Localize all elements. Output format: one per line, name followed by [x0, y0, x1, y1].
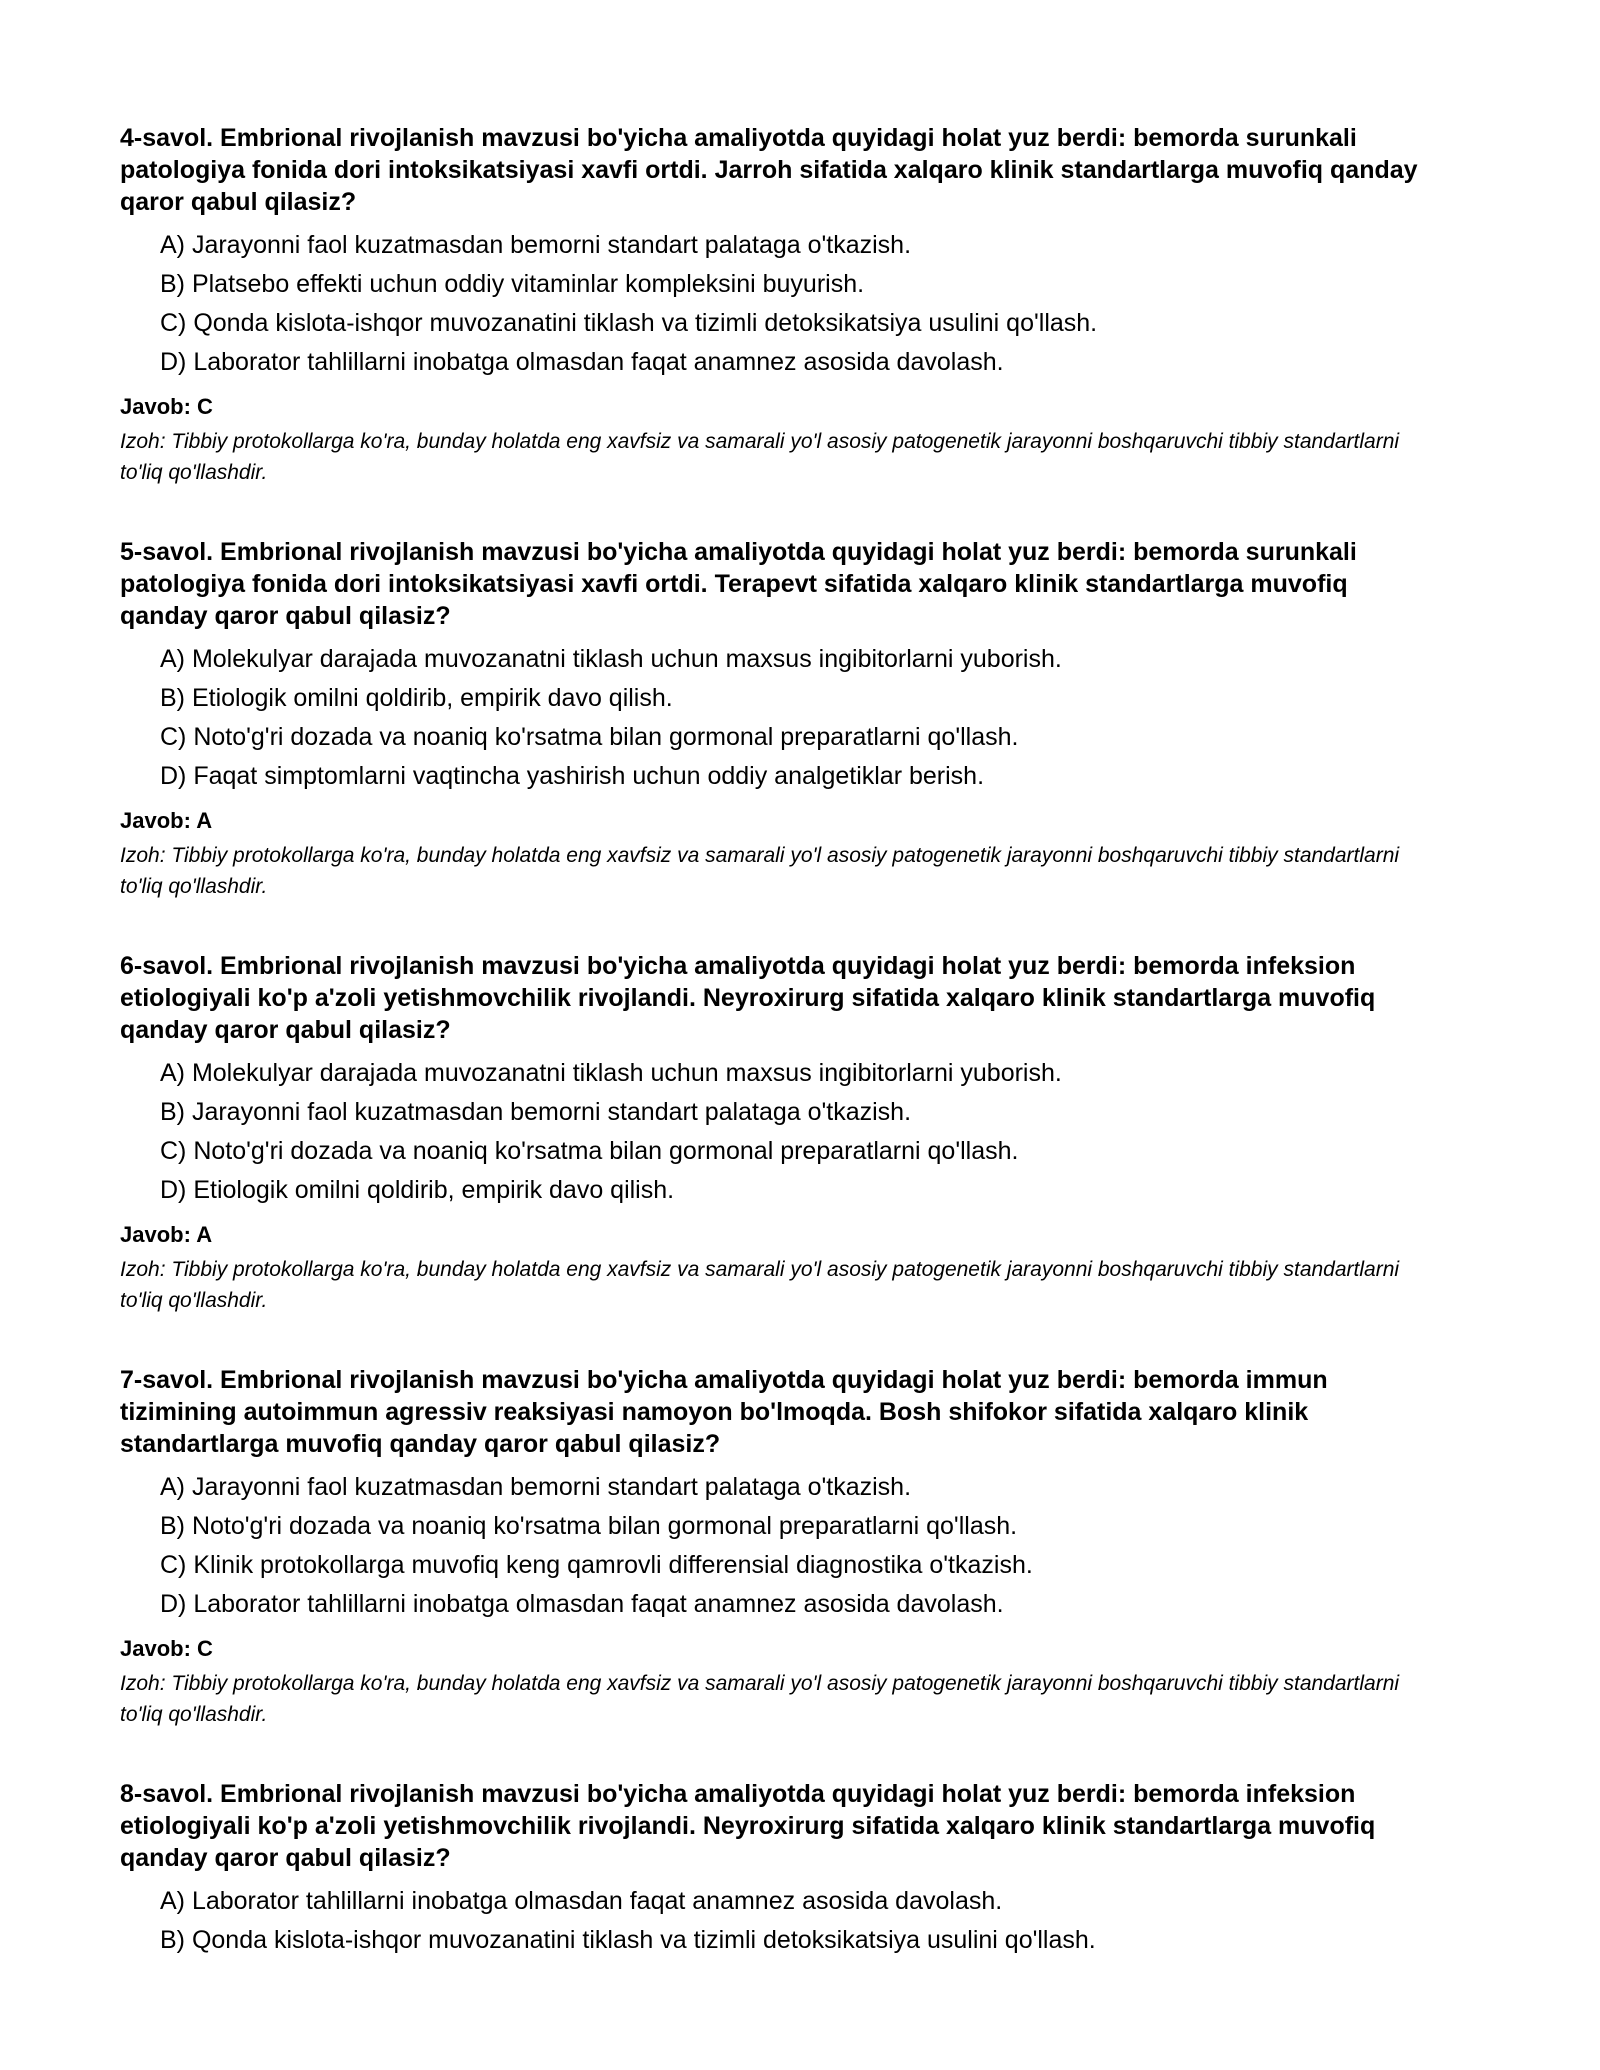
- question-text: 7-savol. Embrional rivojlanish mavzusi bo'yicha amaliyotda quyidagi holat yuz berdi: bemorda immun tizimining autoimmun agressiv reaksiyasi namoyon bo'lmoqda. Bosh shifokor sifatida xalqaro klinik standartlarga muvofiq qanday qaror qabul qilasiz?: [120, 1366, 1328, 1458]
- option-b: B) Platsebo effekti uchun oddiy vitaminlar kompleksini buyurish.: [160, 270, 865, 298]
- option-b: B) Jarayonni faol kuzatmasdan bemorni standart palataga o'tkazish.: [160, 1098, 912, 1126]
- explanation-text: Izoh: Tibbiy protokollarga ko'ra, bunday holatda eng xavfsiz va samarali yo'l asosiy patogenetik jarayonni boshqaruvchi tibbiy standartlarni to'liq qo'llashdir.: [120, 844, 1400, 898]
- option-a: A) Laborator tahlillarni inobatga olmasdan faqat anamnez asosida davolash.: [160, 1887, 1003, 1915]
- answer-label: Javob: C: [120, 394, 213, 419]
- options-list: [120, 1054, 1420, 1210]
- options-list: [120, 640, 1420, 796]
- option-d: D) Laborator tahlillarni inobatga olmasdan faqat anamnez asosida davolash.: [160, 1590, 1004, 1618]
- option-d: D) Laborator tahlillarni inobatga olmasdan faqat anamnez asosida davolash.: [160, 348, 1004, 376]
- options-list: [120, 1468, 1420, 1624]
- question-text: 6-savol. Embrional rivojlanish mavzusi bo'yicha amaliyotda quyidagi holat yuz berdi: bemorda infeksion etiologiyali ko'p a'zoli yetishmovchilik rivojlandi. Neyroxirurg sifatida xalqaro klinik standartlarga muvofiq qanday qaror qabul qilasiz?: [120, 952, 1376, 1044]
- question-block: [120, 536, 1420, 902]
- question-text: 8-savol. Embrional rivojlanish mavzusi bo'yicha amaliyotda quyidagi holat yuz berdi: bemorda infeksion etiologiyali ko'p a'zoli yetishmovchilik rivojlandi. Neyroxirurg sifatida xalqaro klinik standartlarga muvofiq qanday qaror qabul qilasiz?: [120, 1780, 1376, 1872]
- answer-label: Javob: C: [120, 1636, 213, 1661]
- question-block: [120, 1364, 1420, 1730]
- question-block: [120, 950, 1420, 1316]
- question-block: [120, 122, 1420, 488]
- option-b: B) Etiologik omilni qoldirib, empirik davo qilish.: [160, 684, 673, 712]
- option-d: D) Etiologik omilni qoldirib, empirik davo qilish.: [160, 1176, 675, 1204]
- question-text: 5-savol. Embrional rivojlanish mavzusi bo'yicha amaliyotda quyidagi holat yuz berdi: bemorda surunkali patologiya fonida dori intoksikatsiyasi xavfi ortdi. Terapevt sifatida xalqaro klinik standartlarga muvofiq qanday qaror qabul qilasiz?: [120, 538, 1357, 630]
- explanation-text: Izoh: Tibbiy protokollarga ko'ra, bunday holatda eng xavfsiz va samarali yo'l asosiy patogenetik jarayonni boshqaruvchi tibbiy standartlarni to'liq qo'llashdir.: [120, 1258, 1400, 1312]
- question-block: [120, 1778, 1420, 1960]
- option-c: C) Noto'g'ri dozada va noaniq ko'rsatma bilan gormonal preparatlarni qo'llash.: [160, 723, 1019, 751]
- option-a: A) Jarayonni faol kuzatmasdan bemorni standart palataga o'tkazish.: [160, 1473, 912, 1501]
- explanation-text: Izoh: Tibbiy protokollarga ko'ra, bunday holatda eng xavfsiz va samarali yo'l asosiy patogenetik jarayonni boshqaruvchi tibbiy standartlarni to'liq qo'llashdir.: [120, 430, 1400, 484]
- document-page: [120, 122, 1420, 2008]
- option-c: C) Qonda kislota-ishqor muvozanatini tiklash va tizimli detoksikatsiya usulini qo'llash.: [160, 309, 1098, 337]
- answer-label: Javob: A: [120, 808, 213, 833]
- option-c: C) Klinik protokollarga muvofiq keng qamrovli differensial diagnostika o'tkazish.: [160, 1551, 1033, 1579]
- option-b: B) Qonda kislota-ishqor muvozanatini tiklash va tizimli detoksikatsiya usulini qo'llash.: [160, 1926, 1096, 1954]
- explanation-text: Izoh: Tibbiy protokollarga ko'ra, bunday holatda eng xavfsiz va samarali yo'l asosiy patogenetik jarayonni boshqaruvchi tibbiy standartlarni to'liq qo'llashdir.: [120, 1672, 1400, 1726]
- answer-label: Javob: A: [120, 1222, 213, 1247]
- options-list: [120, 226, 1420, 382]
- option-b: B) Noto'g'ri dozada va noaniq ko'rsatma bilan gormonal preparatlarni qo'llash.: [160, 1512, 1018, 1540]
- option-a: A) Molekulyar darajada muvozanatni tiklash uchun maxsus ingibitorlarni yuborish.: [160, 1059, 1062, 1087]
- option-a: A) Molekulyar darajada muvozanatni tiklash uchun maxsus ingibitorlarni yuborish.: [160, 645, 1062, 673]
- option-c: C) Noto'g'ri dozada va noaniq ko'rsatma bilan gormonal preparatlarni qo'llash.: [160, 1137, 1019, 1165]
- option-a: A) Jarayonni faol kuzatmasdan bemorni standart palataga o'tkazish.: [160, 231, 912, 259]
- options-list: [120, 1882, 1420, 1960]
- question-text: 4-savol. Embrional rivojlanish mavzusi bo'yicha amaliyotda quyidagi holat yuz berdi: bemorda surunkali patologiya fonida dori intoksikatsiyasi xavfi ortdi. Jarroh sifatida xalqaro klinik standartlarga muvofiq qanday qaror qabul qilasiz?: [120, 124, 1418, 216]
- option-d: D) Faqat simptomlarni vaqtincha yashirish uchun oddiy analgetiklar berish.: [160, 762, 985, 790]
